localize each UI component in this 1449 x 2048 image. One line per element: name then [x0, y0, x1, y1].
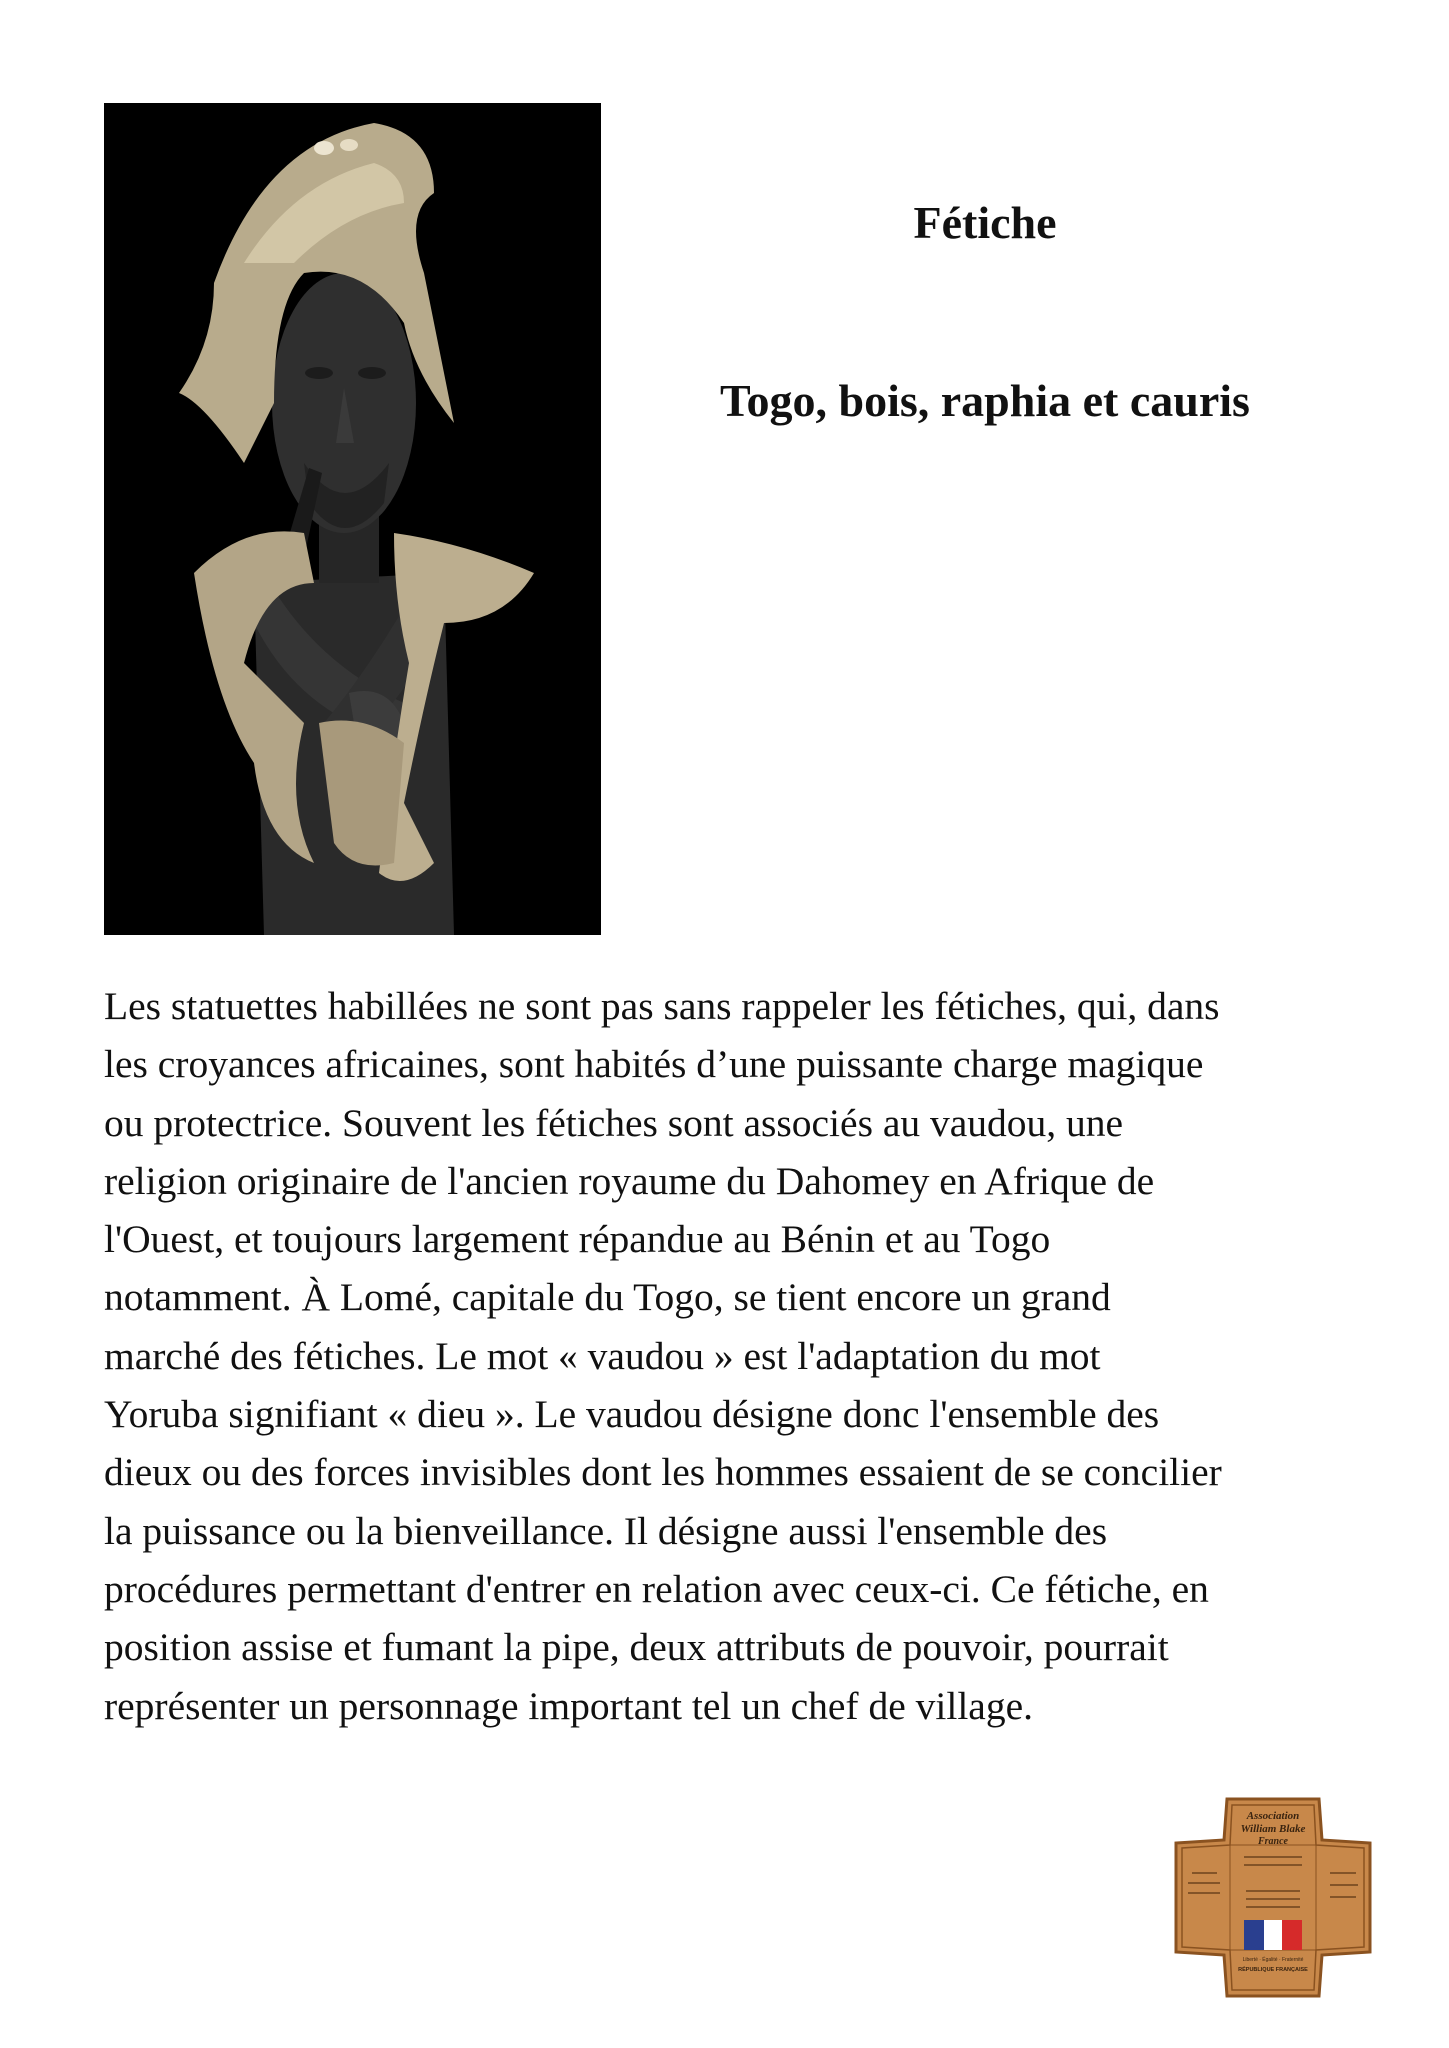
paragraph-line: religion originaire de l'ancien royaume du Dahomey en Afrique de [104, 1158, 1155, 1203]
paragraph-line: ou protectrice. Souvent les fétiches sont associés au vaudou, une [104, 1100, 1124, 1145]
paragraph-line: représenter un personnage important tel un chef de village. [104, 1683, 1033, 1728]
paragraph-line: notamment. À Lomé, capitale du Togo, se tient encore un grand [104, 1275, 1111, 1320]
cowrie [340, 139, 358, 151]
paragraph-line: marché des fétiches. Le mot « vaudou » est l'adaptation du mot [104, 1333, 1101, 1378]
paragraph-line: procédures permettant d'entrer en relation avec ceux-ci. Ce fétiche, en [104, 1566, 1209, 1611]
paragraph-line: l'Ouest, et toujours largement répandue au Bénin et au Togo [104, 1217, 1051, 1262]
page-subtitle: Togo, bois, raphia et cauris [720, 375, 1250, 426]
association-seal [1172, 1795, 1374, 2000]
paragraph-line: Les statuettes habillées ne sont pas sans rappeler les fétiches, qui, dans [104, 984, 1220, 1028]
seal-republic: RÉPUBLIQUE FRANÇAISE [1238, 1967, 1308, 1973]
statuette-image [104, 103, 601, 935]
paragraph-line: les croyances africaines, sont habités d’une puissante charge magique [104, 1042, 1204, 1087]
seal-org-line3: France [1258, 1836, 1288, 1847]
seal-flag-white [1264, 1920, 1282, 1950]
fetish-statuette-photo [104, 103, 601, 935]
page-title: Fétiche [913, 197, 1057, 248]
paragraph-line: Yoruba signifiant « dieu ». Le vaudou désigne donc l'ensemble des [104, 1392, 1160, 1437]
paragraph-line: position assise et fumant la pipe, deux attributs de pouvoir, pourrait [104, 1625, 1169, 1670]
seal-flag-red [1282, 1920, 1302, 1950]
paragraph-line: dieux ou des forces invisibles dont les hommes essaient de se concilier [104, 1450, 1222, 1495]
description-paragraph [104, 977, 1364, 1735]
seal-org-line2: William Blake [1240, 1823, 1306, 1835]
cowrie [314, 141, 334, 155]
seal-flag-blue [1244, 1920, 1264, 1950]
seal-logo-icon [1172, 1795, 1374, 2000]
seal-org-line1: Association [1246, 1810, 1300, 1822]
paragraph-line: la puissance ou la bienveillance. Il désigne aussi l'ensemble des [104, 1508, 1108, 1553]
seal-motto: Liberté · Égalité · Fraternité [1242, 1957, 1304, 1963]
